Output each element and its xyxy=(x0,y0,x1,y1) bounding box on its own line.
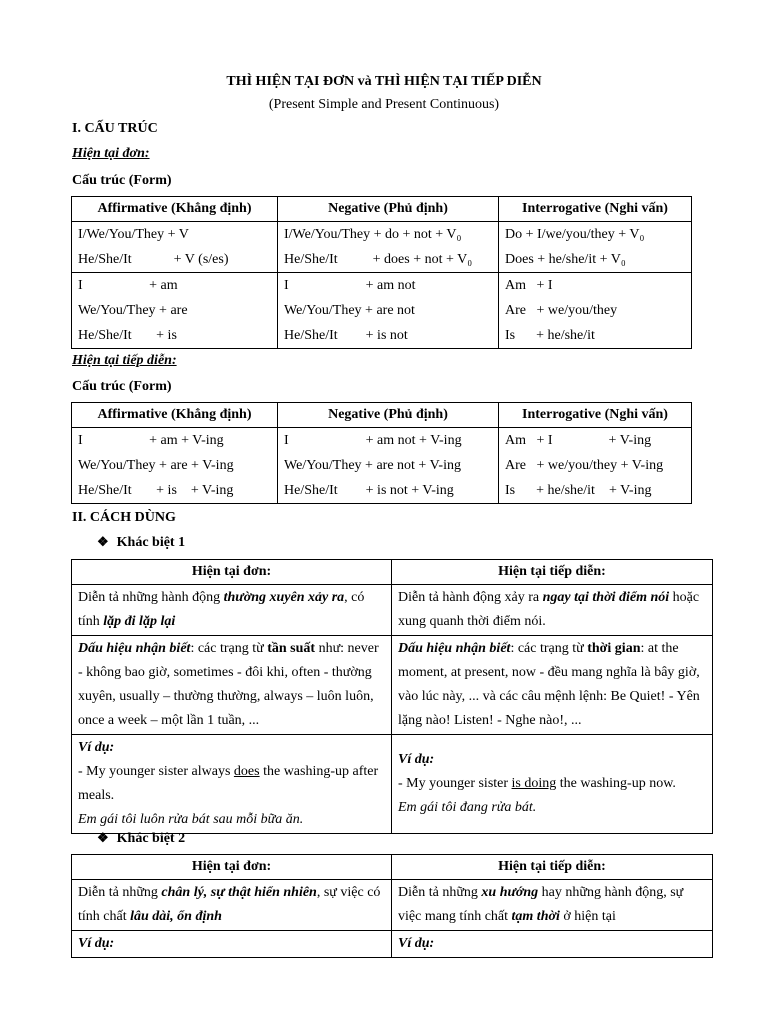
header-present-simple: Hiện tại đơn: xyxy=(72,560,392,585)
text-run: Diễn tả hành động xảy ra xyxy=(398,590,543,605)
cell-line: Do + I/we/you/they + V₀ xyxy=(505,227,645,242)
document-subtitle: (Present Simple and Present Continuous) xyxy=(268,97,500,112)
cell-line: He/She/It + does + not + V₀ xyxy=(284,252,473,267)
underlined-verb: is doing xyxy=(511,776,557,791)
cell-line: I + am not + V-ing xyxy=(284,433,462,448)
text-run: hoặc xung quanh thời điểm nói. xyxy=(398,590,700,629)
text-run: - My younger sister always xyxy=(78,764,234,779)
cell-line: I + am not xyxy=(284,278,416,293)
diamond-bullet-icon: ❖ xyxy=(97,534,109,549)
text-run: , sự việc có tính chất xyxy=(78,885,381,924)
example-label: Ví dụ: xyxy=(78,740,115,755)
cell-line: He/She/It + V (s/es) xyxy=(78,252,229,267)
emphasis-text: Dấu hiệu nhận biết xyxy=(398,641,511,656)
emphasis-text: Dấu hiệu nhận biết xyxy=(78,641,191,656)
table-row xyxy=(72,880,713,931)
section-heading-usage: II. CÁCH DÙNG xyxy=(72,510,176,525)
header-present-continuous: Hiện tại tiếp diễn: xyxy=(392,855,713,880)
header-affirmative: Affirmative (Khẳng định) xyxy=(72,403,278,428)
cell-line: We/You/They + are xyxy=(78,303,188,318)
text-run: như: never - không bao giờ, sometimes - đôi khi, often - thường xuyên, usually – thường thường, always – luôn luôn, once a week – một lần 1 tuần, ... xyxy=(78,641,379,728)
emphasis-text: thời gian xyxy=(587,641,641,656)
simple-tense-heading: Hiện tại đơn: xyxy=(72,146,150,161)
difference-1-text: Khác biệt 1 xyxy=(116,535,186,550)
emphasis-text: ngay tại thời điểm nói xyxy=(542,590,670,605)
usage-cell xyxy=(392,880,713,931)
table-row xyxy=(72,735,713,834)
emphasis-text: chân lý, sự thật hiển nhiên xyxy=(161,885,317,900)
cell-line: Are + we/you/they + V-ing xyxy=(505,458,664,473)
table-header-row xyxy=(72,560,713,585)
text-run: the washing-up now. xyxy=(556,776,676,791)
text-run: hay những hành động, sự việc mang tính chất xyxy=(398,885,684,924)
cell-line: He/She/It + is + V-ing xyxy=(78,483,234,498)
signal-words-cell xyxy=(72,636,392,735)
cell-line: Am + I xyxy=(505,278,553,293)
header-interrogative: Interrogative (Nghi vấn) xyxy=(499,403,692,428)
difference-2-text: Khác biệt 2 xyxy=(116,831,186,846)
difference-1-label xyxy=(97,534,185,551)
difference-1-table xyxy=(71,559,713,834)
cell-line: Does + he/she/it + V₀ xyxy=(505,252,626,267)
example-cell xyxy=(72,735,392,834)
cell-line: Is + he/she/it + V-ing xyxy=(505,483,652,498)
continuous-structure-table xyxy=(71,402,692,504)
header-negative: Negative (Phủ định) xyxy=(278,197,499,222)
cell-line: I + am + V-ing xyxy=(78,433,224,448)
table-header-row xyxy=(72,855,713,880)
text-run: Diễn tả những xyxy=(398,885,482,900)
table-header-row xyxy=(72,197,692,222)
text-run: Diễn tả những xyxy=(78,885,162,900)
cell-line: Am + I + V-ing xyxy=(505,433,652,448)
difference-2-label xyxy=(97,830,185,847)
affirmative-cell xyxy=(72,222,278,273)
cell-line: I/We/You/They + do + not + V₀ xyxy=(284,227,462,242)
cell-line: We/You/They + are + V-ing xyxy=(78,458,234,473)
emphasis-text: tần suất xyxy=(267,641,316,656)
text-run: Diễn tả những hành động xyxy=(78,590,224,605)
table-row xyxy=(72,931,713,958)
example-cell xyxy=(392,735,713,834)
emphasis-text: lặp đi lặp lại xyxy=(103,614,176,629)
text-run: the washing-up after meals. xyxy=(78,764,379,803)
cell-line: I/We/You/They + V xyxy=(78,227,189,242)
simple-structure-table xyxy=(71,196,692,349)
form-label: Cấu trúc (Form) xyxy=(72,379,172,394)
cell-line: Are + we/you/they xyxy=(505,303,618,318)
example-translation: Em gái tôi đang rửa bát. xyxy=(398,800,537,815)
text-run: : các trạng từ xyxy=(510,641,588,656)
diamond-bullet-icon: ❖ xyxy=(97,830,109,845)
difference-2-table xyxy=(71,854,713,958)
section-heading-structure: I. CẤU TRÚC xyxy=(72,121,158,136)
header-interrogative: Interrogative (Nghi vấn) xyxy=(499,197,692,222)
interrogative-cell xyxy=(499,273,692,349)
cell-line: We/You/They + are not + V-ing xyxy=(284,458,461,473)
table-row xyxy=(72,636,713,735)
text-run: - My younger sister xyxy=(398,776,512,791)
example-translation: Em gái tôi luôn rửa bát sau mỗi bữa ăn. xyxy=(78,812,304,827)
header-present-continuous: Hiện tại tiếp diễn: xyxy=(392,560,713,585)
continuous-tense-heading: Hiện tại tiếp diễn: xyxy=(72,353,177,368)
cell-line: We/You/They + are not xyxy=(284,303,415,318)
emphasis-text: tạm thời xyxy=(511,909,560,924)
table-row xyxy=(72,585,713,636)
text-run: , có tính xyxy=(78,590,365,629)
negative-cell xyxy=(278,222,499,273)
text-run: : at the moment, at present, now - đều mang nghĩa là bây giờ, vào lúc này, ... và các câu mệnh lệnh: Be Quiet! - Yên lặng nào! Listen! - Nghe nào!, ... xyxy=(398,641,700,728)
example-label: Ví dụ: xyxy=(78,936,115,951)
example-label: Ví dụ: xyxy=(398,752,435,767)
table-row xyxy=(72,273,692,349)
usage-cell xyxy=(72,880,392,931)
example-cell xyxy=(72,931,392,958)
usage-cell xyxy=(72,585,392,636)
interrogative-cell xyxy=(499,222,692,273)
emphasis-text: thường xuyên xảy ra xyxy=(223,590,345,605)
signal-words-cell xyxy=(392,636,713,735)
emphasis-text: xu hướng xyxy=(481,885,539,900)
usage-cell xyxy=(392,585,713,636)
negative-cell xyxy=(278,428,499,504)
cell-line: He/She/It + is xyxy=(78,328,177,343)
example-label: Ví dụ: xyxy=(398,936,435,951)
text-run: ở hiện tại xyxy=(559,909,616,924)
interrogative-cell xyxy=(499,428,692,504)
header-present-simple: Hiện tại đơn: xyxy=(72,855,392,880)
negative-cell xyxy=(278,273,499,349)
header-negative: Negative (Phủ định) xyxy=(278,403,499,428)
emphasis-text: lâu dài, ổn định xyxy=(130,909,222,924)
underlined-verb: does xyxy=(233,764,260,779)
cell-line: He/She/It + is not xyxy=(284,328,408,343)
document-title: THÌ HIỆN TẠI ĐƠN và THÌ HIỆN TẠI TIẾP DIỄN xyxy=(226,74,542,89)
affirmative-cell xyxy=(72,428,278,504)
header-affirmative: Affirmative (Khẳng định) xyxy=(72,197,278,222)
affirmative-cell xyxy=(72,273,278,349)
form-label: Cấu trúc (Form) xyxy=(72,173,172,188)
table-header-row xyxy=(72,403,692,428)
table-row xyxy=(72,428,692,504)
cell-line: He/She/It + is not + V-ing xyxy=(284,483,454,498)
example-cell xyxy=(392,931,713,958)
text-run: : các trạng từ xyxy=(190,641,268,656)
table-row xyxy=(72,222,692,273)
cell-line: Is + he/she/it xyxy=(505,328,595,343)
cell-line: I + am xyxy=(78,278,178,293)
